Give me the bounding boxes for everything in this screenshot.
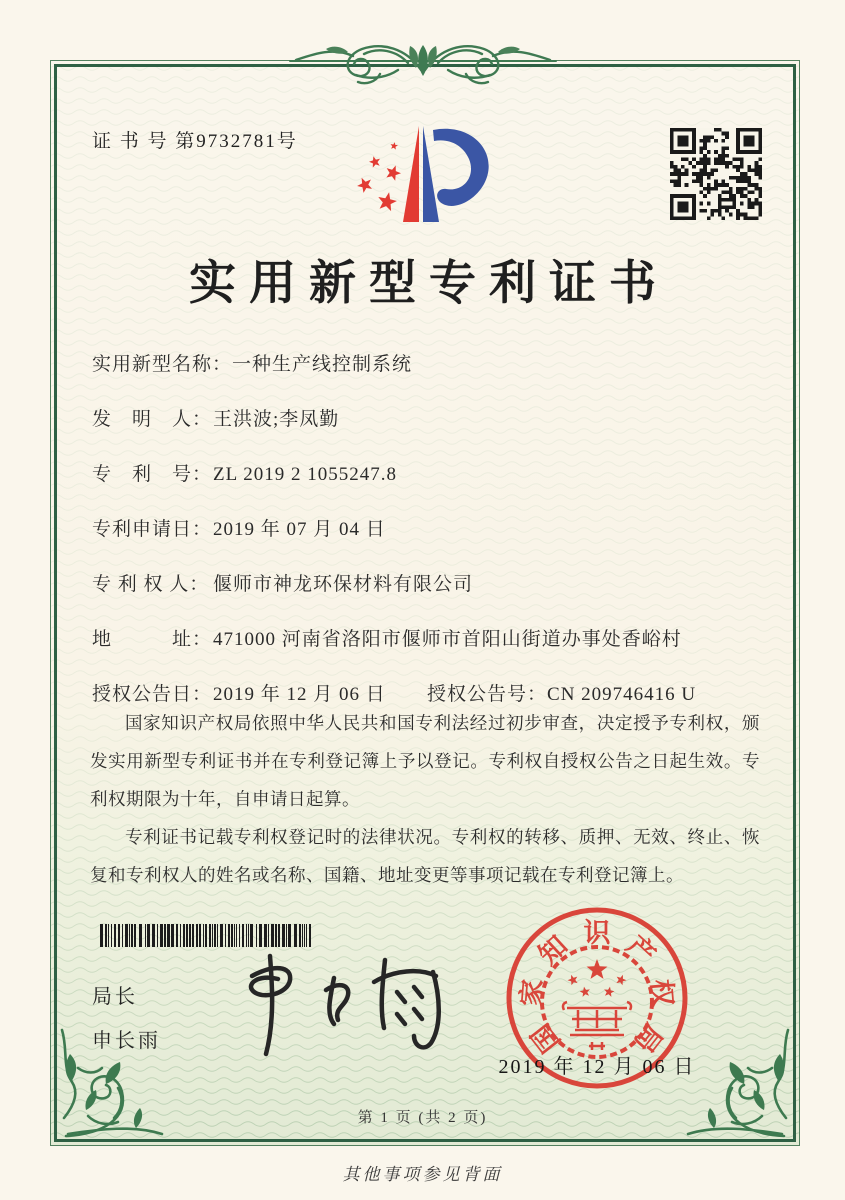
barcode-bar <box>214 924 216 947</box>
svg-text:局: 局 <box>628 1018 669 1058</box>
barcode-bar <box>304 924 305 947</box>
field-label: 专 利 号： <box>92 464 213 485</box>
field-row-address <box>92 627 760 682</box>
barcode-bar <box>134 924 136 947</box>
page-number: 第 1 页 (共 2 页) <box>357 1110 488 1126</box>
barcode-bar <box>125 924 128 947</box>
seal-date: 2019 年 12 月 06 日 <box>498 1056 696 1078</box>
barcode-bar <box>118 924 120 947</box>
barcode-bar <box>242 924 244 947</box>
barcode-bar <box>147 924 150 947</box>
grant-pub-label: 授权公告号： <box>427 684 548 705</box>
barcode-bar <box>228 924 230 947</box>
svg-text:权: 权 <box>645 978 678 1008</box>
barcode-bar <box>212 924 213 947</box>
barcode-bar <box>234 924 235 947</box>
barcode <box>100 924 318 947</box>
signer-title: 局长 <box>92 986 138 1008</box>
barcode-bar <box>217 924 218 947</box>
barcode-bar <box>157 924 158 947</box>
barcode-bar <box>131 924 133 947</box>
barcode-bar <box>225 924 226 947</box>
field-row-filing-date <box>92 517 760 572</box>
barcode-bar <box>203 924 204 947</box>
barcode-bar <box>239 924 240 947</box>
barcode-bar <box>152 924 155 947</box>
barcode-bar <box>167 924 170 947</box>
certificate-fields <box>92 352 760 737</box>
barcode-bar <box>199 924 201 947</box>
barcode-bar <box>160 924 163 947</box>
qr-code <box>670 128 762 220</box>
field-value: ZL 2019 2 1055247.8 <box>213 464 398 485</box>
field-label: 实用新型名称： <box>92 354 233 375</box>
legal-paragraph-2: 专利证书记载专利权登记时的法律状况。专利权的转移、质押、无效、终止、恢复和专利权人的姓名或名称、国籍、地址变更等事项记载在专利登记簿上。 <box>90 827 760 885</box>
barcode-bar <box>268 924 269 947</box>
svg-text:识: 识 <box>583 918 611 948</box>
barcode-bar <box>183 924 185 947</box>
back-side-note: 其他事项参见背面 <box>342 1165 503 1184</box>
field-label: 地 址： <box>92 629 213 650</box>
svg-text:知: 知 <box>532 930 574 971</box>
barcode-bar <box>278 924 280 947</box>
barcode-bar <box>171 924 174 947</box>
barcode-bar <box>205 924 207 947</box>
field-value: 2019 年 12 月 06 日 <box>213 684 386 705</box>
barcode-bar <box>231 924 233 947</box>
svg-text:国: 国 <box>525 1018 566 1058</box>
field-row-patent-no <box>92 462 760 517</box>
field-label: 授权公告日： <box>92 684 213 705</box>
barcode-bar <box>164 924 166 947</box>
field-value: 王洪波;李凤勤 <box>213 409 340 430</box>
barcode-bar <box>250 924 253 947</box>
field-label: 专利申请日： <box>92 519 213 540</box>
barcode-bar <box>286 924 287 947</box>
barcode-bar <box>114 924 116 947</box>
field-row-name <box>92 352 760 407</box>
barcode-bar <box>282 924 285 947</box>
barcode-bar <box>145 924 146 947</box>
field-value: 2019 年 07 月 04 日 <box>213 519 386 540</box>
field-label: 发 明 人： <box>92 409 213 430</box>
barcode-bar <box>246 924 247 947</box>
barcode-bar <box>288 924 291 947</box>
signature-handwriting-icon <box>222 948 462 1066</box>
barcode-bar <box>189 924 191 947</box>
barcode-bar <box>192 924 194 947</box>
barcode-bar <box>259 924 262 947</box>
field-row-patentee <box>92 572 760 627</box>
barcode-bar <box>111 924 112 947</box>
field-value: 471000 河南省洛阳市偃师市首阳山街道办事处香峪村 <box>213 629 682 650</box>
barcode-bar <box>236 924 237 947</box>
cnipa-logo-icon <box>348 118 493 236</box>
barcode-bar <box>176 924 178 947</box>
barcode-bar <box>248 924 249 947</box>
barcode-bar <box>256 924 257 947</box>
barcode-bar <box>309 924 311 947</box>
svg-text:产: 产 <box>620 930 662 971</box>
field-value: 一种生产线控制系统 <box>232 354 413 375</box>
field-value: 偃师市神龙环保材料有限公司 <box>213 574 474 595</box>
legal-paragraph-1: 国家知识产权局依照中华人民共和国专利法经过初步审查，决定授予专利权，颁发实用新型专利证书并在专利登记簿上予以登记。专利权自授权公告之日起生效。专利权期限为十年，自申请日起算。 <box>90 713 760 809</box>
barcode-bar <box>271 924 274 947</box>
barcode-bar <box>275 924 277 947</box>
barcode-bar <box>196 924 198 947</box>
barcode-bar <box>105 924 107 947</box>
field-row-inventor <box>92 407 760 462</box>
barcode-bar <box>100 924 103 947</box>
barcode-bar <box>294 924 297 947</box>
barcode-bar <box>139 924 142 947</box>
svg-text:家: 家 <box>516 978 549 1008</box>
barcode-bar <box>129 924 130 947</box>
barcode-bar <box>220 924 223 947</box>
signer-name: 申长雨 <box>92 1030 161 1052</box>
legal-text <box>90 704 760 894</box>
barcode-bar <box>264 924 267 947</box>
barcode-bar <box>302 924 303 947</box>
barcode-bar <box>180 924 181 947</box>
barcode-bar <box>122 924 123 947</box>
barcode-bar <box>108 924 109 947</box>
certificate-title: 实用新型专利证书 <box>189 258 669 310</box>
barcode-bar <box>209 924 211 947</box>
barcode-bar <box>186 924 188 947</box>
grant-pub-value: CN 209746416 U <box>547 684 697 705</box>
barcode-bar <box>306 924 307 947</box>
barcode-bar <box>299 924 301 947</box>
top-flourish-ornament <box>288 30 558 92</box>
field-label: 专 利 权 人： <box>92 574 210 595</box>
certificate-number: 证 书 号 第9732781号 <box>92 131 298 152</box>
